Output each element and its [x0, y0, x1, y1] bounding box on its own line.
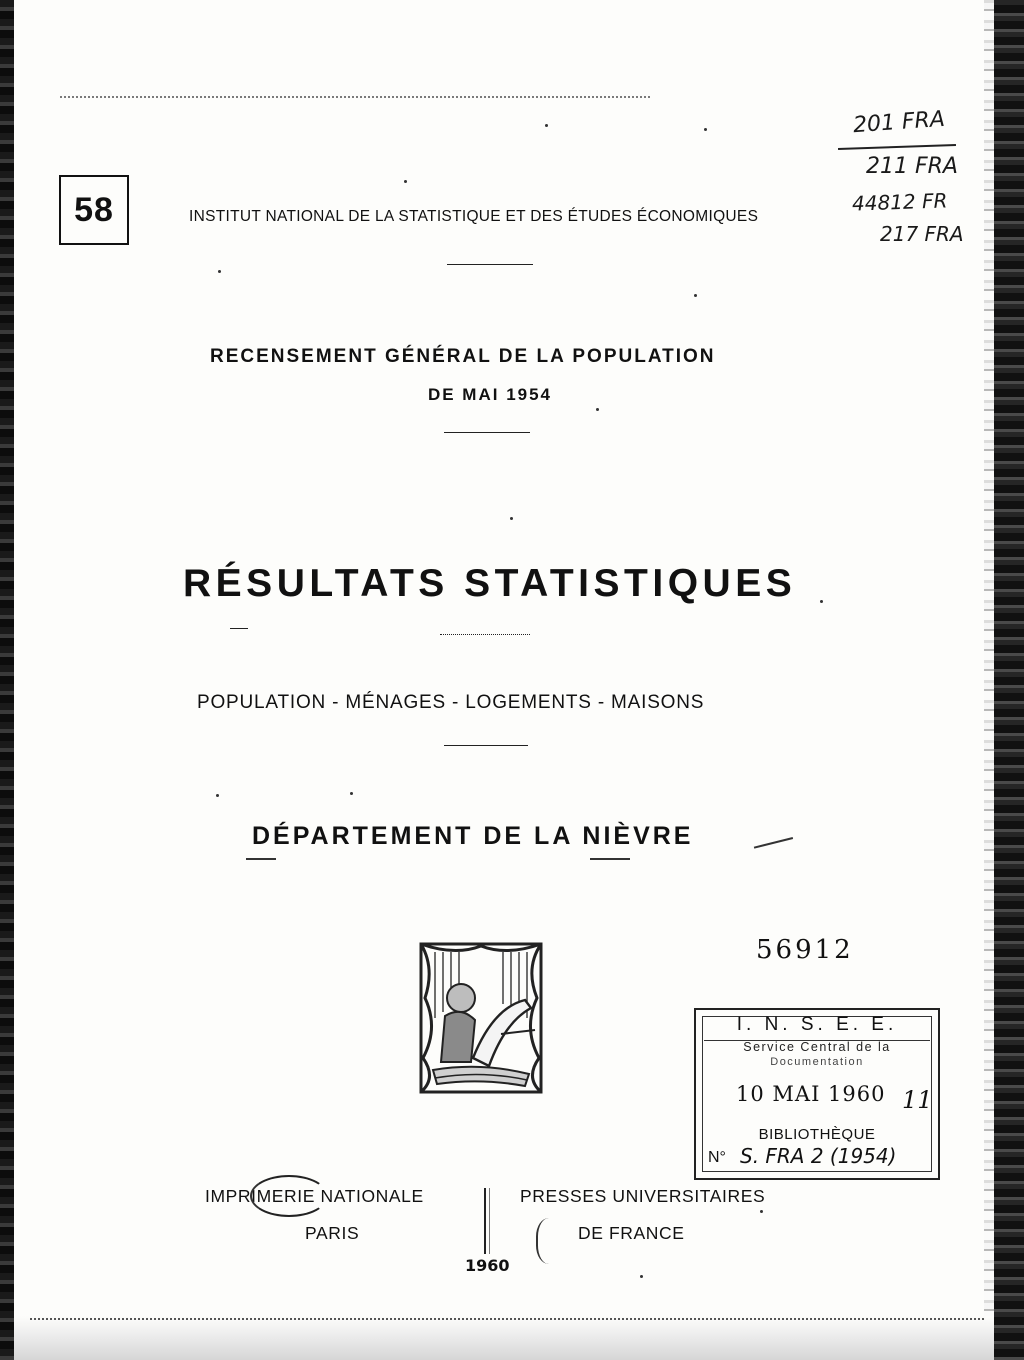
scan-speck: [640, 1275, 643, 1278]
library-stamp: [694, 1008, 940, 1180]
underline-mark: [246, 858, 276, 860]
handwritten-note: 44812 FR: [851, 188, 948, 216]
stamp-service-line1: Service Central de la: [743, 1040, 891, 1054]
pen-bracket-mark: [536, 1218, 568, 1264]
publisher-divider-shadow: [489, 1188, 490, 1254]
scan-speck: [760, 1210, 763, 1213]
scan-artifact-line: [60, 96, 650, 98]
scan-border-right: [994, 0, 1024, 1360]
main-title: RÉSULTATS STATISTIQUES: [183, 562, 797, 605]
scan-speck: [216, 794, 219, 797]
scan-border-left: [0, 0, 14, 1360]
divider-rule: [440, 634, 530, 635]
publisher-right-name-line2: DE FRANCE: [578, 1223, 685, 1243]
underline-mark: [590, 858, 630, 860]
census-title-line1: RECENSEMENT GÉNÉRAL DE LA POPULATION: [210, 346, 716, 367]
scan-speck: [510, 517, 513, 520]
publisher-divider: [484, 1188, 486, 1254]
scan-speck: [694, 294, 697, 297]
scan-speck: [596, 408, 599, 411]
scan-border-bottom: [14, 1316, 994, 1360]
pen-mark: [751, 825, 793, 848]
stamp-number-label: N°: [708, 1149, 726, 1166]
catalog-number: 56912: [756, 935, 854, 965]
census-title-line2: DE MAI 1954: [427, 385, 553, 404]
divider-rule: [444, 432, 530, 433]
handwritten-note: 211 FRA: [866, 154, 958, 179]
subjects-line: POPULATION - MÉNAGES - LOGEMENTS - MAISONS: [197, 692, 705, 713]
stamp-organization: I. N. S. E. E.: [736, 1014, 898, 1035]
publisher-left-city: PARIS: [305, 1223, 360, 1243]
bottom-dotted-rule: [30, 1318, 984, 1320]
series-number-badge: 58: [59, 175, 129, 245]
publisher-left-name: IMPRIMERIE NATIONALE: [205, 1186, 424, 1206]
handwritten-note: 201 FRA: [852, 106, 946, 139]
publisher-right-name: PRESSES UNIVERSITAIRES: [520, 1186, 766, 1206]
scan-speck: [218, 270, 221, 273]
divider-rule: [447, 264, 533, 265]
scan-speck: [820, 600, 823, 603]
scan-border-right-inner: [984, 0, 994, 1360]
scan-speck: [350, 792, 353, 795]
stamp-service-line2: Documentation: [770, 1056, 864, 1068]
publication-year: 1960: [465, 1256, 510, 1275]
printer-emblem-icon: [415, 938, 547, 1098]
scan-speck: [545, 124, 548, 127]
stamp-number-value: S. FRA 2 (1954): [740, 1144, 897, 1168]
stamp-date: 10 MAI 1960: [736, 1082, 886, 1106]
handwritten-underline: [838, 144, 956, 150]
stamp-handwritten-mark: 11: [902, 1086, 933, 1114]
divider-rule: [444, 745, 528, 746]
title-mark: [230, 628, 248, 629]
stamp-library: BIBLIOTHÈQUE: [758, 1126, 876, 1143]
department-title: DÉPARTEMENT DE LA NIÈVRE: [252, 822, 694, 850]
scan-speck: [704, 128, 707, 131]
handwritten-note: 217 FRA: [880, 222, 964, 246]
pen-circle-mark: [250, 1175, 328, 1217]
institute-name: INSTITUT NATIONAL DE LA STATISTIQUE ET DES ÉTUDES ÉCONOMIQUES: [189, 208, 759, 225]
scan-speck: [404, 180, 407, 183]
